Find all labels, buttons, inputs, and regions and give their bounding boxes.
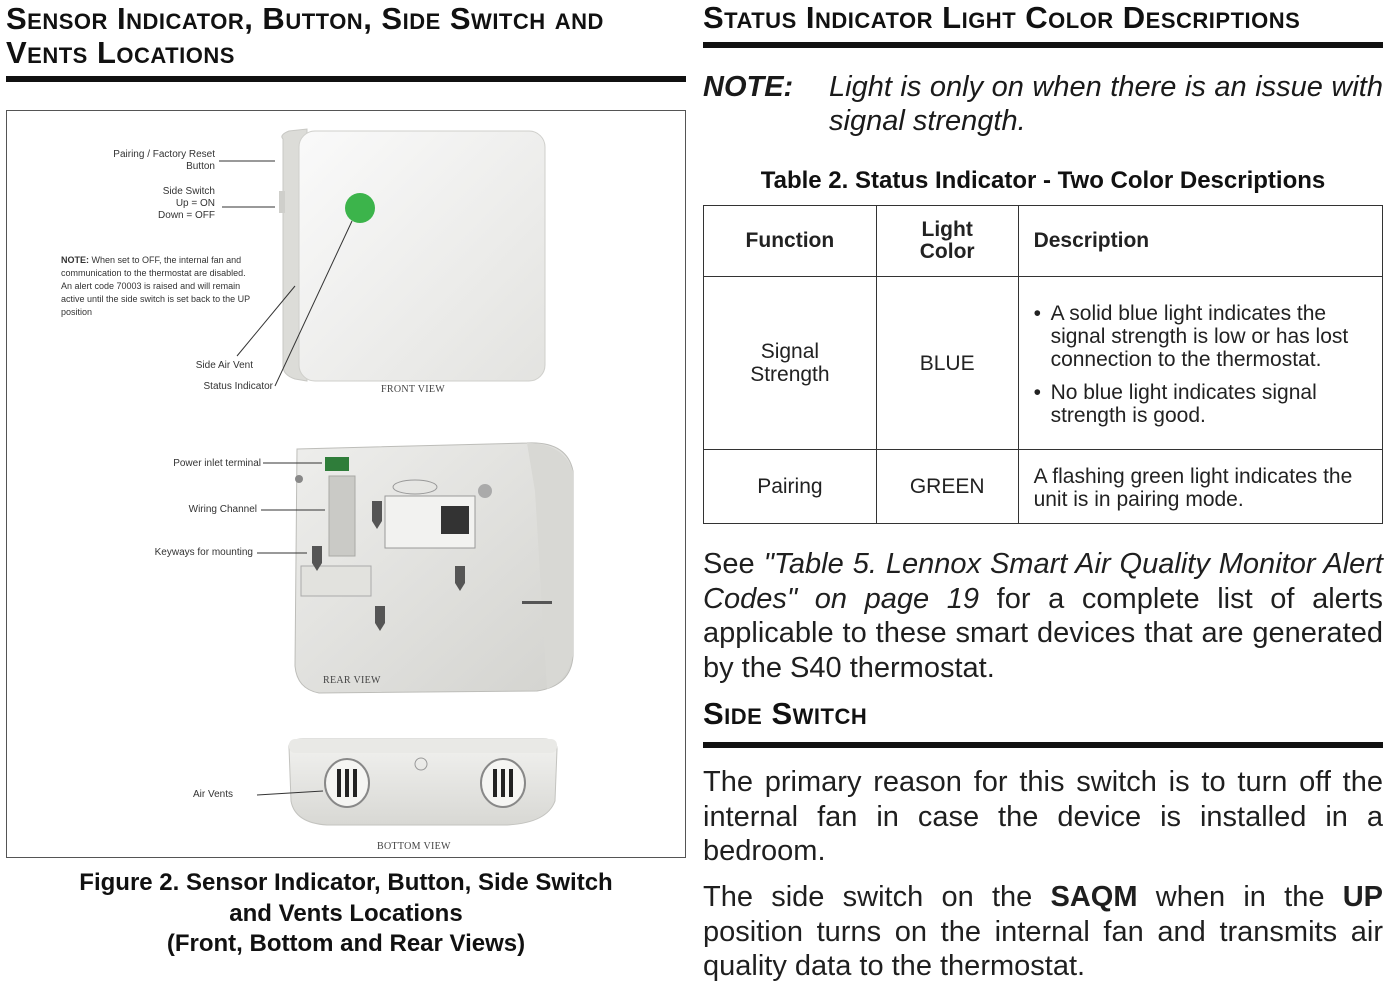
cell-color: GREEN bbox=[876, 450, 1018, 524]
table-row bbox=[704, 450, 1383, 524]
note-text: Light is only on when there is an issue with signal strength. bbox=[829, 71, 1383, 137]
label-keyways: Keyways for mounting bbox=[154, 547, 253, 558]
cell-function: Signal Strength bbox=[704, 277, 877, 450]
table-title: Table 2. Status Indicator - Two Color Descriptions bbox=[760, 167, 1326, 194]
label-status-indicator: Status Indicator bbox=[203, 381, 273, 392]
header-function: Function bbox=[704, 206, 877, 277]
label-air-vents: Air Vents bbox=[192, 789, 233, 800]
side-switch-paragraph-1: The primary reason for this switch is to turn off the internal fan in case the device is installed in a bedroom. bbox=[703, 766, 1383, 868]
section-heading-side-switch: Side Switch bbox=[703, 696, 868, 731]
label-side-air-vent: Side Air Vent bbox=[195, 360, 253, 371]
cell-color: BLUE bbox=[876, 277, 1018, 450]
rear-view-device bbox=[295, 443, 573, 693]
note-label: NOTE: bbox=[703, 71, 794, 103]
label-side-switch: Side Switch Up = ON Down = OFF bbox=[158, 186, 215, 221]
header-light-color: Light Color bbox=[876, 206, 1018, 277]
figure-caption: Figure 2. Sensor Indicator, Button, Side Switch and Vents Locations (Front, Bottom and Rear Views) bbox=[79, 869, 613, 957]
figure-2-device-views bbox=[6, 110, 686, 858]
heading-rule bbox=[703, 42, 1383, 48]
section-heading-locations: Sensor Indicator, Button, Side Switch and Vents Locations bbox=[6, 1, 604, 70]
heading-rule bbox=[703, 742, 1383, 748]
status-indicator-light bbox=[345, 193, 375, 223]
cell-function: Pairing bbox=[704, 450, 877, 524]
status-indicator-table bbox=[703, 205, 1383, 524]
label-pairing-button: Pairing / Factory Reset Button bbox=[113, 149, 215, 172]
bullet-item: • No blue light indicates signal strength is good. bbox=[1034, 381, 1374, 427]
alert-codes-reference: See "Table 5. Lennox Smart Air Quality Monitor Alert Codes" on page 19 for a complete list of alerts applicable to these smart devices that are generated by the S40 thermostat. bbox=[703, 548, 1384, 685]
label-power-inlet: Power inlet terminal bbox=[173, 458, 261, 469]
bullet-item: • A solid blue light indicates the signal strength is low or has lost connection to the thermostat. bbox=[1034, 302, 1374, 371]
table-header-row bbox=[704, 206, 1383, 277]
front-view-device bbox=[279, 129, 545, 381]
cell-description: A flashing green light indicates the unit is in pairing mode. bbox=[1018, 450, 1382, 524]
table-row bbox=[704, 277, 1383, 450]
heading-rule bbox=[6, 76, 686, 82]
side-switch-paragraph-2: The side switch on the SAQM when in the UP position turns on the internal fan and transmits air quality data to the thermostat. bbox=[703, 881, 1383, 983]
header-description: Description bbox=[1018, 206, 1382, 277]
device-illustration bbox=[7, 111, 686, 858]
label-front-view: FRONT VIEW bbox=[381, 384, 446, 395]
section-heading-status-indicator: Status Indicator Light Color Descriptions bbox=[703, 0, 1301, 35]
bottom-view-device bbox=[289, 739, 557, 825]
table-5-link[interactable]: "Table 5. Lennox Smart Air Quality Monitor Alert Codes" on page 19 bbox=[703, 548, 1383, 615]
label-rear-view: REAR VIEW bbox=[323, 675, 381, 686]
cell-description bbox=[1018, 277, 1382, 450]
label-switch-note: NOTE: When set to OFF, the internal fan and communication to the thermostat are disabled. An alert code 70003 is raised and will remain active until the side switch is set back to the UP position bbox=[61, 255, 250, 317]
label-wiring-channel: Wiring Channel bbox=[188, 504, 257, 515]
label-bottom-view: BOTTOM VIEW bbox=[377, 841, 451, 852]
